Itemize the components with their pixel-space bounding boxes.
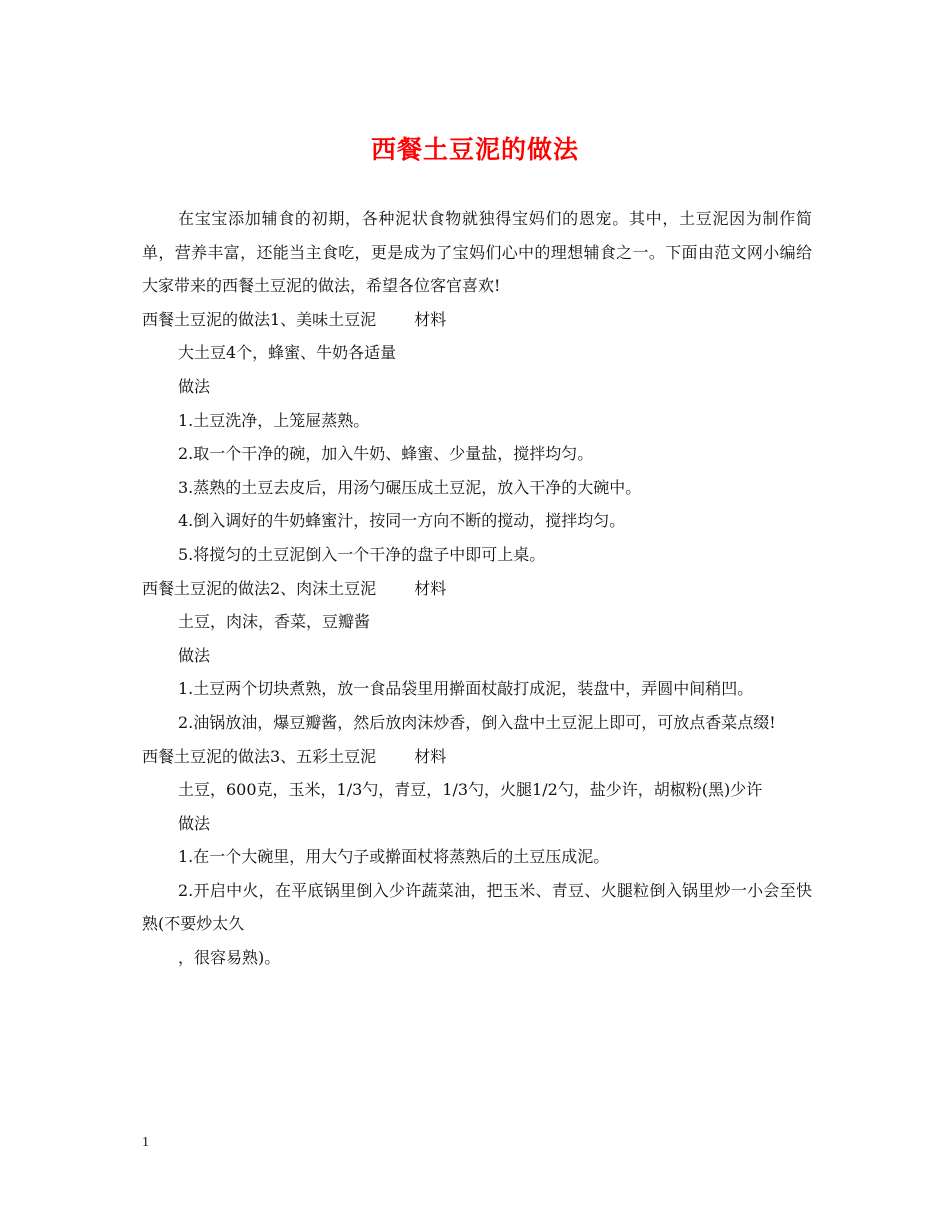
- method-step: 3.蒸熟的土豆去皮后，用汤勺碾压成土豆泥，放入干净的大碗中。: [178, 477, 642, 497]
- materials-label: 材料: [414, 746, 447, 766]
- section-title: 西餐土豆泥的做法1、美味土豆泥: [142, 309, 377, 329]
- method-step: 5.将搅匀的土豆泥倒入一个干净的盘子中即可上桌。: [178, 544, 546, 564]
- method-step: 2.取一个干净的碗，加入牛奶、蜂蜜、少量盐，搅拌均匀。: [178, 444, 594, 464]
- section-heading: [142, 572, 812, 606]
- method-label: 做法: [178, 376, 211, 396]
- method-step: 2.油锅放油，爆豆瓣酱，然后放肉沫炒香，倒入盘中土豆泥上即可，可放点香菜点缀!: [178, 712, 776, 732]
- materials-text: 大土豆4个，蜂蜜、牛奶各适量: [178, 343, 397, 363]
- method-label: 做法: [178, 645, 211, 665]
- method-step-continuation: ，很容易熟)。: [178, 948, 281, 968]
- document-title: 西餐土豆泥的做法: [370, 135, 579, 164]
- section-title: 西餐土豆泥的做法2、肉沫土豆泥: [142, 578, 377, 598]
- method-step: 4.倒入调好的牛奶蜂蜜汁，按同一方向不断的搅动，搅拌均匀。: [178, 511, 626, 531]
- materials-label: 材料: [414, 309, 447, 329]
- page-number: 1: [142, 1135, 149, 1150]
- method-step: 1.土豆洗净，上笼屉蒸熟。: [178, 410, 370, 430]
- materials-text: 土豆，600克，玉米，1/3勺，青豆，1/3勺，火腿1/2勺，盐少许，胡椒粉(黑)少许: [178, 780, 763, 800]
- section-heading: [142, 740, 812, 774]
- section-heading: [142, 303, 812, 337]
- method-label: 做法: [178, 813, 211, 833]
- section-title: 西餐土豆泥的做法3、五彩土豆泥: [142, 746, 377, 766]
- materials-label: 材料: [414, 578, 447, 598]
- method-step: 1.土豆两个切块煮熟，放一食品袋里用擀面杖敲打成泥，装盘中，弄圆中间稍凹。: [178, 679, 754, 699]
- materials-text: 土豆，肉沫，香菜，豆瓣酱: [178, 612, 371, 632]
- method-step: 1.在一个大碗里，用大勺子或擀面杖将蒸熟后的土豆压成泥。: [178, 847, 610, 867]
- method-step: 2.开启中火，在平底锅里倒入少许蔬菜油，把玉米、青豆、火腿粒倒入锅里炒一小会至快熟(不要炒太久: [142, 880, 812, 934]
- document-body: [142, 202, 812, 975]
- intro-paragraph: 在宝宝添加辅食的初期，各种泥状食物就独得宝妈们的恩宠。其中，土豆泥因为制作简单，营养丰富，还能当主食吃，更是成为了宝妈们心中的理想辅食之一。下面由范文网小编给大家带来的西餐土豆泥的做法，希望各位客官喜欢!: [142, 209, 812, 296]
